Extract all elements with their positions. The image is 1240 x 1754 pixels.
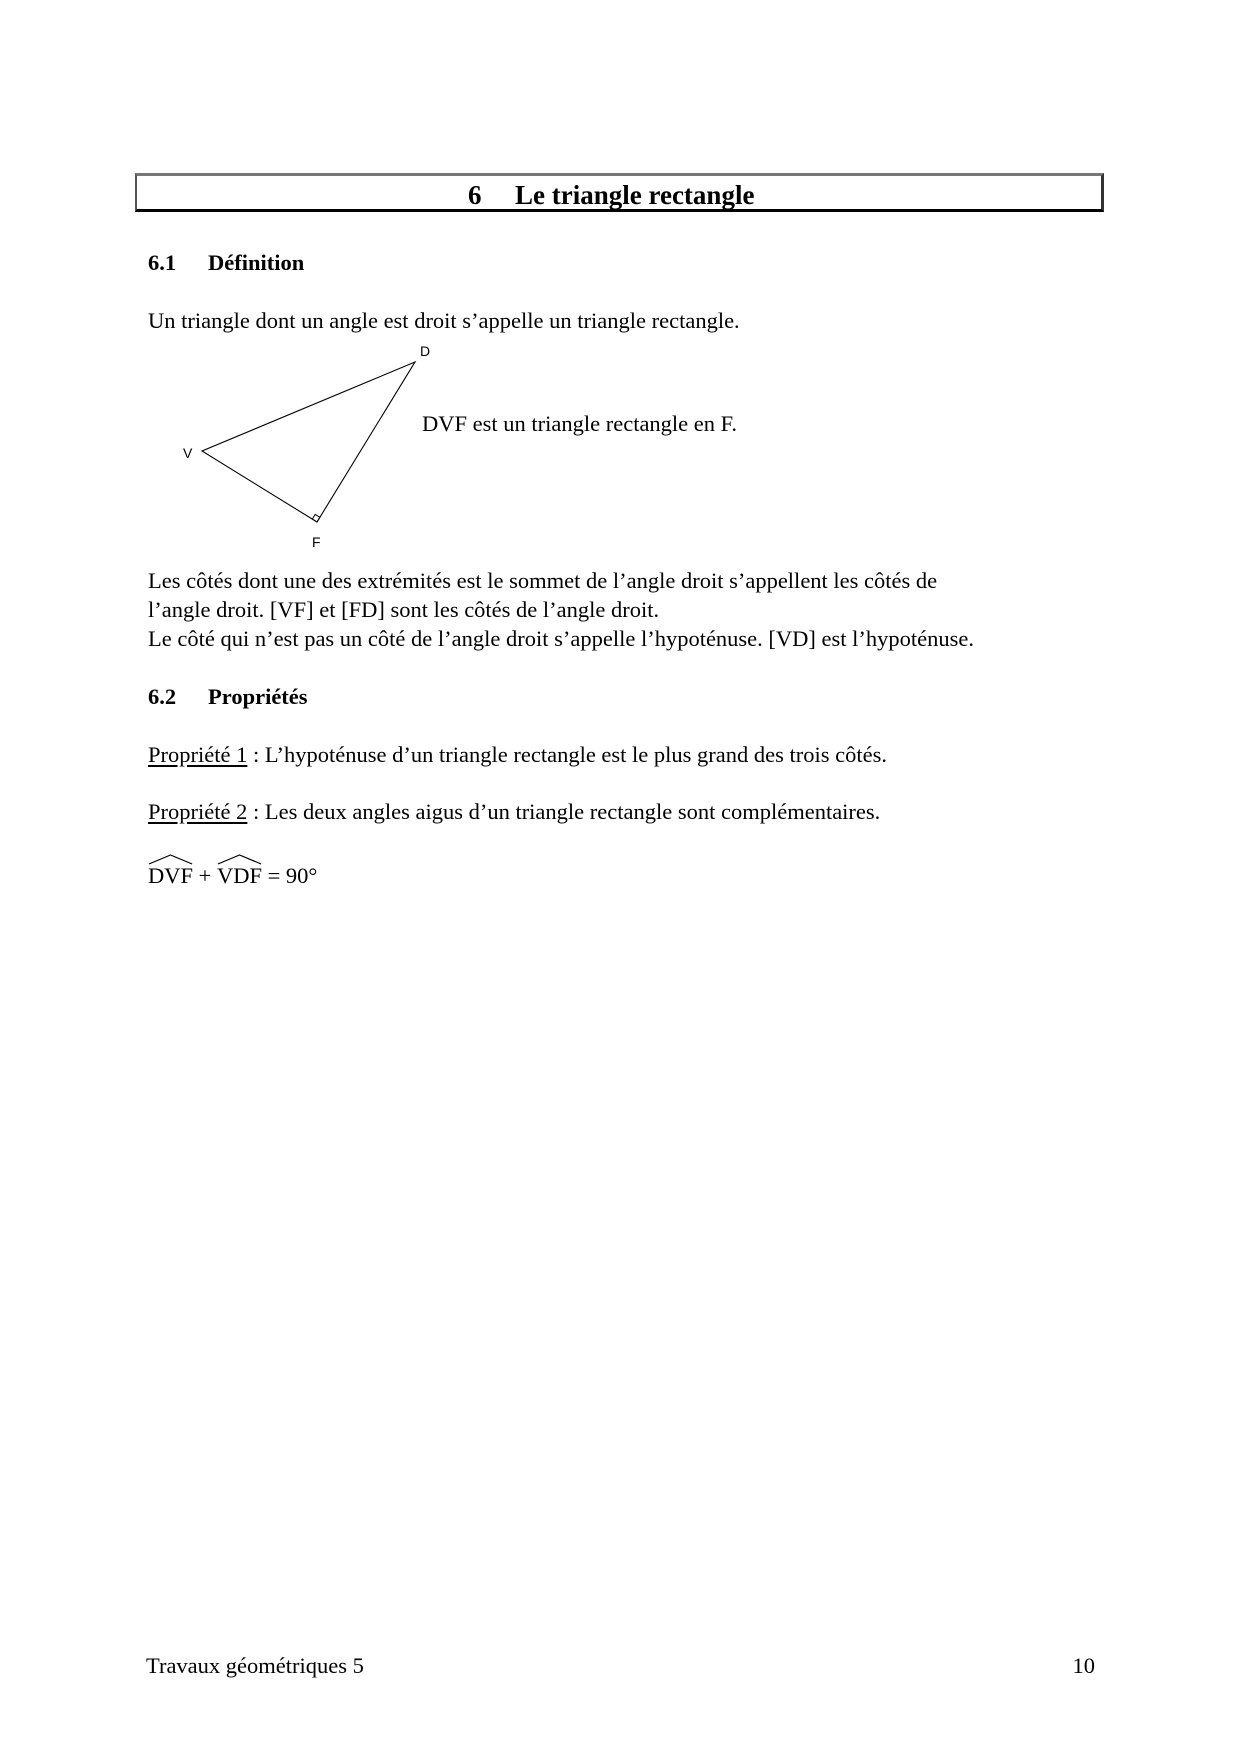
angle-hat-icon <box>217 853 262 865</box>
definition-line-3: Le côté qui n’est pas un côté de l’angle droit s’appelle l’hypoténuse. [VD] est l’hypoténuse. <box>148 626 974 651</box>
property-2-text: Les deux angles aigus d’un triangle rectangle sont complémentaires. <box>264 799 881 824</box>
page-number: 10 <box>1072 1653 1095 1678</box>
subsection-1-number: 6.1 <box>148 250 177 275</box>
property-1-text: L’hypoténuse d’un triangle rectangle est le plus grand des trois côtés. <box>264 742 887 767</box>
right-triangle-figure <box>0 0 1240 600</box>
property-2 <box>148 801 880 824</box>
figure-caption: DVF est un triangle rectangle en F. <box>422 411 737 436</box>
subsection-2-title: Propriétés <box>208 684 308 709</box>
section-title: Le triangle rectangle <box>515 180 755 210</box>
section-number: 6 <box>468 180 482 210</box>
subsection-2-number: 6.2 <box>148 684 177 709</box>
property-2-separator: : <box>247 799 265 824</box>
vertex-label-v: V <box>183 445 193 461</box>
equation-plus: + <box>193 863 217 888</box>
vertex-label-d: D <box>420 343 431 359</box>
right-angle-marker <box>312 514 320 522</box>
angle-vdf: VDF <box>217 865 262 888</box>
property-1-separator: : <box>247 742 265 767</box>
property-1 <box>148 744 887 767</box>
definition-line-2: l’angle droit. [VF] et [FD] sont les côtés de l’angle droit. <box>148 597 660 622</box>
angle-dvf: DVF <box>148 865 193 888</box>
angle-equation <box>148 865 317 888</box>
angle-hat-icon <box>148 853 193 865</box>
definition-intro: Un triangle dont un angle est droit s’appelle un triangle rectangle. <box>148 308 740 333</box>
property-2-label: Propriété 2 <box>148 799 248 824</box>
definition-line-1: Les côtés dont une des extrémités est le sommet de l’angle droit s’appellent les côtés de <box>148 568 938 593</box>
footer-title: Travaux géométriques 5 <box>146 1653 364 1678</box>
vertex-label-f: F <box>312 534 321 550</box>
subsection-1-title: Définition <box>208 250 305 275</box>
property-1-label: Propriété 1 <box>148 742 248 767</box>
equation-result: = 90° <box>261 863 318 888</box>
